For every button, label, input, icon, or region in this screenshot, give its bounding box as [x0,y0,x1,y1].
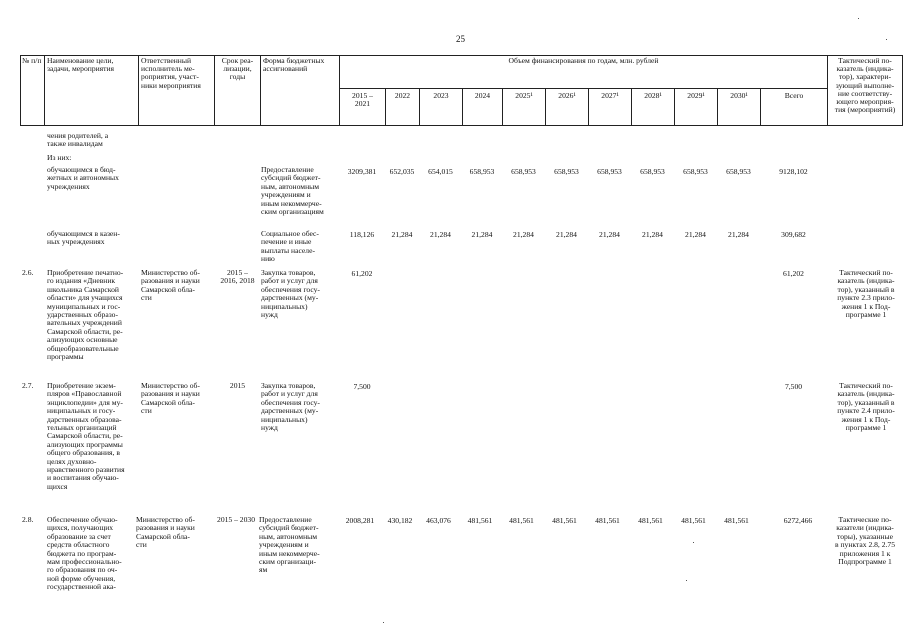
header-form: Форма бюджетных ассигнований [263,56,325,74]
row-form: Предоставление субсидий бюджет- ным, автономным учреждениям и иным некоммерче- ским организаци- ям [259,515,320,575]
header-year-2015-2021: 2015 – 2021 [352,91,373,109]
row-indicator: Тактический по- казатель (индика- тор), указанный в пункте 2.3 прило- жения 1 к Под- программе 1 [837,268,895,320]
of-them-label: Из них: [47,153,72,162]
value-2023: 463,076 [426,516,451,525]
value-2015-2021: 61,202 [351,269,373,278]
value-2028: 658,953 [640,167,665,176]
value-2026: 21,284 [556,230,577,239]
value-total: 6272,466 [783,516,813,525]
value-2030: 658,953 [726,167,751,176]
value-2025: 21,284 [513,230,534,239]
scan-speck [383,622,384,623]
row-name: Обеспечение обучаю- щихся, получающих образование за счет средств областного бюджета по програм- мам профессионально- го образования по оч- ной форме обучения, государственной ака- [47,515,122,592]
header-year-2023: 2023 [433,91,449,100]
row-number: 2.7. [22,381,34,390]
value-2025: 658,953 [511,167,536,176]
row-name: Приобретение печатно- го издания «Дневник школьника Самарской области» для учащихся муниципальных и гос- ударственных образо- вательных учреждений Самарской области, ре- ализующих основные общеобразовательные программы [47,268,124,362]
header-executor: Ответственный исполнитель ме- роприятия, участ- ники мероприятия [141,56,201,90]
row-form: Закупка товаров, работ и услуг для обеспечения госу- дарственных (му- ниципальных) нужд [261,268,320,320]
row-term: 2015 [229,381,246,390]
row-term: 2015 – 2030 [217,515,255,524]
header-year-2030: 2030¹ [730,91,748,100]
row-form: Закупка товаров, работ и услуг для обеспечения госу- дарственных (му- ниципальных) нужд [261,381,320,433]
header-no: № п/п [22,56,42,65]
row-number: 2.8. [22,515,34,524]
value-2028: 21,284 [642,230,663,239]
value-2027: 21,284 [599,230,620,239]
value-2028: 481,561 [638,516,663,525]
header-funding: Объем финансирования по годам, млн. рублей [508,56,659,65]
value-2027: 658,953 [597,167,622,176]
header-indicator: Тактический по- казатель (индика- тор), характери- зующий выполне- ние соответству- ющего мероприя- тия (мероприятий) [834,56,896,115]
continuation-text: чения родителей, а также инвалидам [47,131,109,149]
header-year-2024: 2024 [474,91,491,100]
row-executor: Министерство об- разования и науки Самарской обла- сти [141,268,200,303]
value-total: 61,202 [783,269,804,278]
value-2023: 654,015 [428,167,453,176]
value-2029: 21,284 [685,230,706,239]
value-2023: 21,284 [430,230,451,239]
value-2022: 21,284 [391,230,413,239]
value-2026: 481,561 [552,516,577,525]
row-form: Предоставление субсидий бюджет- ным, автономным учреждениям и иным некоммерче- ским организациям [261,165,324,217]
value-total: 7,500 [784,382,803,391]
value-2027: 481,561 [595,516,620,525]
value-2022: 652,035 [389,167,415,176]
header-year-2029: 2029¹ [687,91,705,100]
header-year-2028: 2028¹ [644,91,662,100]
value-2024: 21,284 [471,230,493,239]
row-indicator: Тактические по- казатели (индика- торы), указанные в пунктах 2.8, 2.75 приложения 1 к Подпрограмме 1 [834,515,896,567]
value-total: 309,682 [781,230,806,239]
value-2025: 481,561 [509,516,534,525]
value-2024: 658,953 [469,167,495,176]
header-year-2026: 2026¹ [558,91,576,100]
header-year-2022: 2022 [394,91,411,100]
scan-speck [886,39,887,40]
scan-speck [686,580,687,581]
row-name: обучающимся в казен- ных учреждениях [47,229,120,247]
page-number: 25 [456,34,465,44]
row-name: обучающимся в бюд- жетных и автономных учреждениях [47,165,119,191]
row-number: 2.6. [22,268,34,277]
header-year-2025: 2025¹ [515,91,533,100]
value-2015-2021: 7,500 [353,382,371,391]
value-2030: 21,284 [728,230,749,239]
value-2015-2021: 118,126 [349,230,375,239]
row-name: Приобретение экзем- пляров «Православной энциклопедии» для му- ниципальных и госу- дарственных образова- тельных организаций Самарской области, ре- ализующих программы общего образования, в целях духовно- нравственного развития и воспитания обучаю- щихся [47,381,125,491]
row-form: Социальное обес- печение и иные выплаты населе- нию [261,229,319,264]
header-name: Наименование цели, задачи, мероприятия [47,56,115,74]
row-executor: Министерство об- разования и науки Самарской обла- сти [141,381,200,416]
header-year-2027: 2027¹ [601,91,619,100]
row-term: 2015 – 2016, 2018 [220,268,255,286]
row-indicator: Тактический по- казатель (индика- тор), указанный в пункте 2.4 прило- жения 1 к Под- программе 1 [837,381,895,433]
header-term: Срок реа- лизации, годы [221,56,254,82]
value-total: 9128,102 [779,167,808,176]
value-2030: 481,561 [724,516,749,525]
value-2026: 658,953 [554,167,579,176]
value-2029: 481,561 [681,516,706,525]
scan-speck [858,18,859,19]
header-total: Всего [784,91,804,100]
value-2015-2021: 2008,281 [345,516,375,525]
value-2022: 430,182 [387,516,413,525]
value-2029: 658,953 [683,167,708,176]
scan-speck [693,542,694,543]
value-2024: 481,561 [467,516,493,525]
row-executor: Министерство об- разования и науки Самарской обла- сти [136,515,195,550]
value-2015-2021: 3209,381 [347,167,377,176]
